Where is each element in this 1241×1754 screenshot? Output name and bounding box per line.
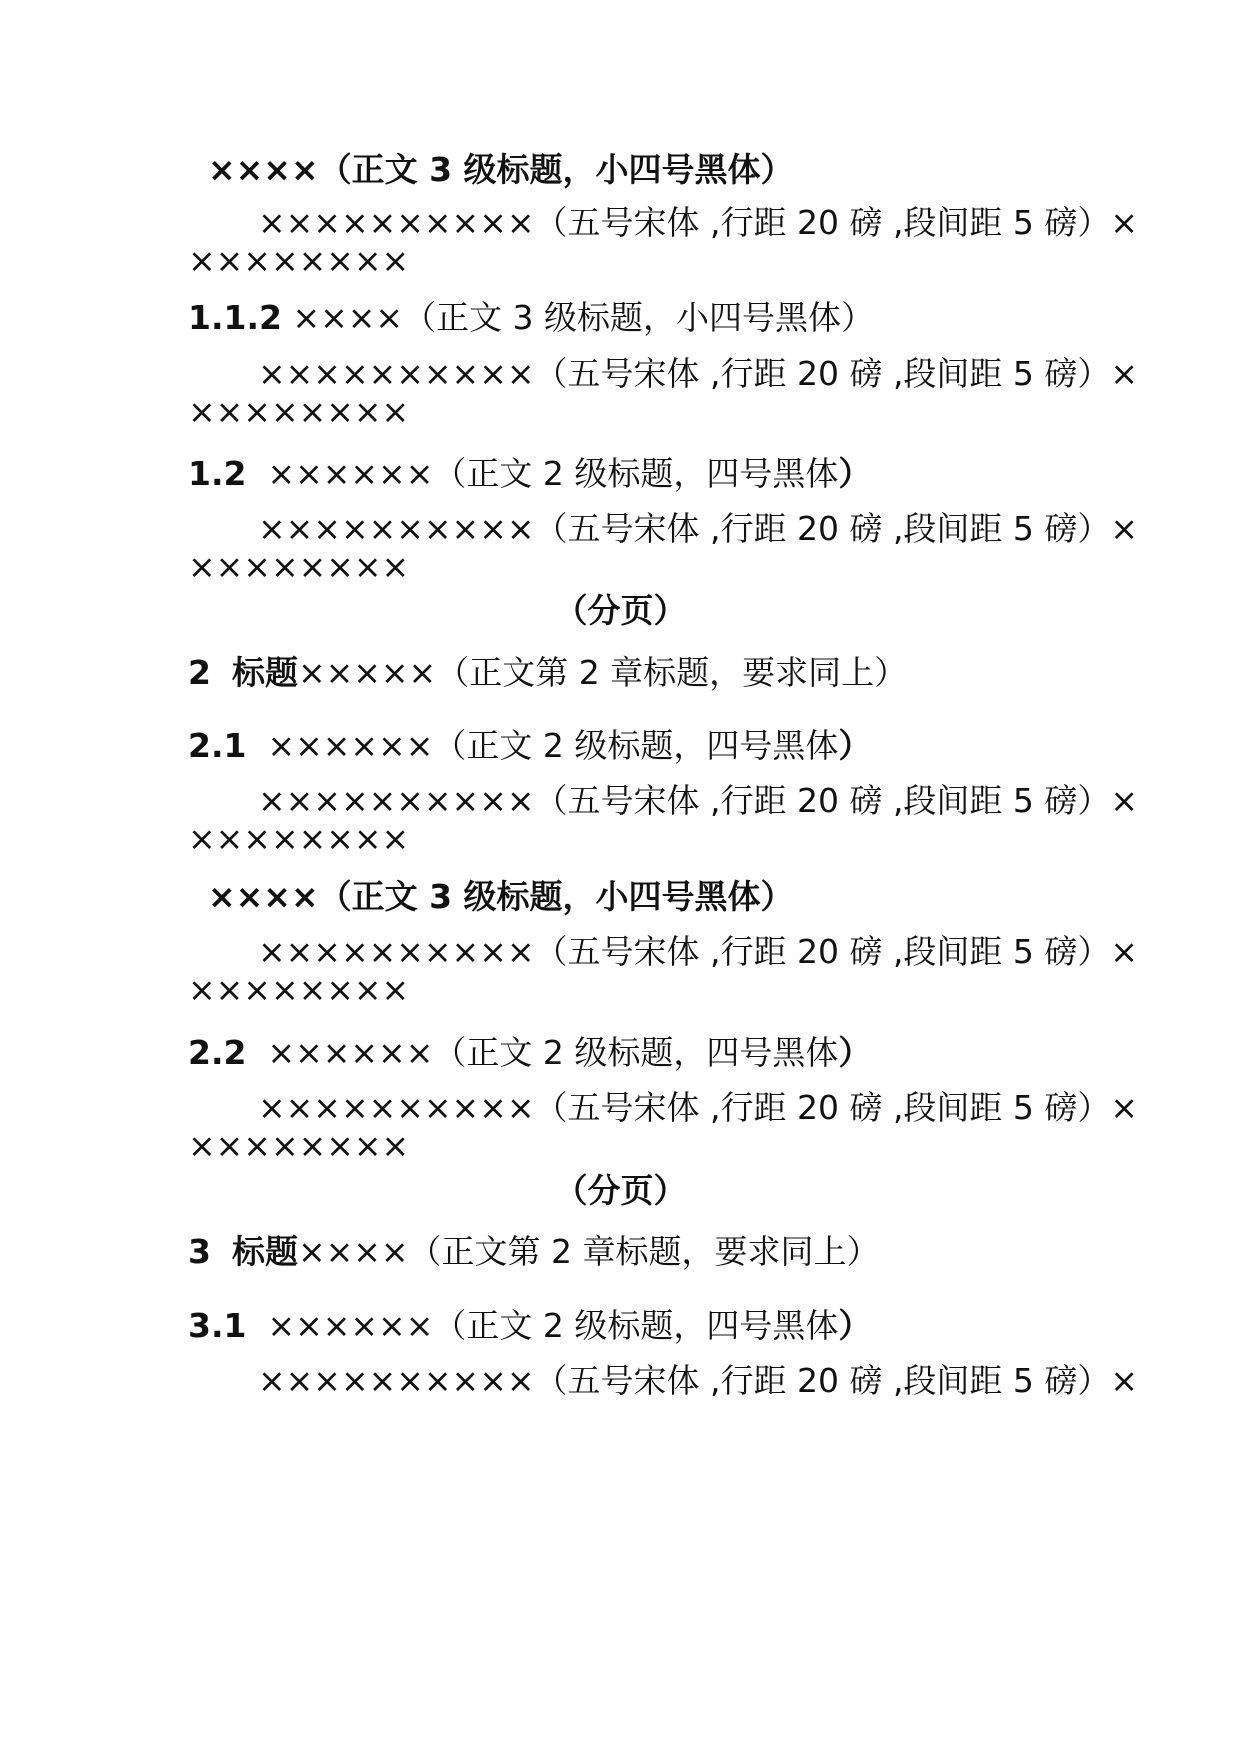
heading-close: ） — [838, 1306, 872, 1345]
body-paragraph-line1: ××××××××××（五号宋体 ,行距 20 磅 ,段间距 5 磅）× — [258, 509, 1139, 548]
body-paragraph-line1: ××××××××××（五号宋体 ,行距 20 磅 ,段间距 5 磅）× — [258, 781, 1139, 820]
heading-level3 — [208, 877, 794, 917]
body-paragraph-line2: ×××××××× — [188, 819, 410, 858]
heading-text: ××××××（正文 2 级标题，四号黑体 — [267, 726, 839, 765]
heading-level2 — [188, 726, 871, 766]
heading-number: 1.1.2 — [188, 298, 282, 337]
body-paragraph-line1: ××××××××××（五号宋体 ,行距 20 磅 ,段间距 5 磅）× — [258, 932, 1139, 971]
page-break-marker: （分页） — [554, 1171, 687, 1210]
heading-number: 2.1 — [188, 726, 247, 765]
chapter-title-word: 标题 — [231, 653, 298, 692]
heading-text: ××××××（正文 2 级标题，四号黑体 — [267, 1306, 839, 1345]
heading-close: ） — [838, 454, 872, 493]
body-paragraph-line2: ×××××××× — [188, 1126, 410, 1165]
body-paragraph-line2: ×××××××× — [188, 392, 410, 431]
chapter-number: 2 — [188, 653, 211, 692]
body-paragraph-line1: ××××××××××（五号宋体 ,行距 20 磅 ,段间距 5 磅）× — [258, 354, 1139, 393]
chapter-title-text: ××××（正文第 2 章标题，要求同上） — [297, 1232, 880, 1271]
chapter-heading — [188, 653, 907, 693]
heading-level3 — [208, 150, 794, 190]
heading-number: 1.2 — [188, 454, 247, 493]
heading-level2 — [188, 1033, 871, 1073]
heading-text: ××××（正文 3 级标题，小四号黑体） — [292, 298, 875, 337]
body-paragraph-line2: ×××××××× — [188, 547, 410, 586]
heading-level2 — [188, 454, 871, 494]
page-break-marker: （分页） — [554, 591, 687, 630]
chapter-heading — [188, 1232, 880, 1272]
body-paragraph-line2: ×××××××× — [188, 241, 410, 280]
heading-level2 — [188, 1306, 871, 1346]
heading-close: ） — [838, 1033, 872, 1072]
heading-level3 — [188, 298, 874, 338]
heading-text: ××××（正文 3 级标题，小四号黑体） — [208, 150, 794, 189]
heading-number: 2.2 — [188, 1033, 247, 1072]
heading-close: ） — [838, 726, 872, 765]
chapter-number: 3 — [188, 1232, 211, 1271]
heading-text: ××××（正文 3 级标题，小四号黑体） — [208, 877, 794, 916]
body-paragraph-line1: ××××××××××（五号宋体 ,行距 20 磅 ,段间距 5 磅）× — [258, 1361, 1139, 1400]
body-paragraph-line1: ××××××××××（五号宋体 ,行距 20 磅 ,段间距 5 磅）× — [258, 1088, 1139, 1127]
chapter-title-text: ×××××（正文第 2 章标题，要求同上） — [297, 653, 908, 692]
heading-text: ××××××（正文 2 级标题，四号黑体 — [267, 1033, 839, 1072]
body-paragraph-line2: ×××××××× — [188, 970, 410, 1009]
heading-number: 3.1 — [188, 1306, 247, 1345]
chapter-title-word: 标题 — [231, 1232, 298, 1271]
body-paragraph-line1: ××××××××××（五号宋体 ,行距 20 磅 ,段间距 5 磅）× — [258, 203, 1139, 242]
heading-text: ××××××（正文 2 级标题，四号黑体 — [267, 454, 839, 493]
